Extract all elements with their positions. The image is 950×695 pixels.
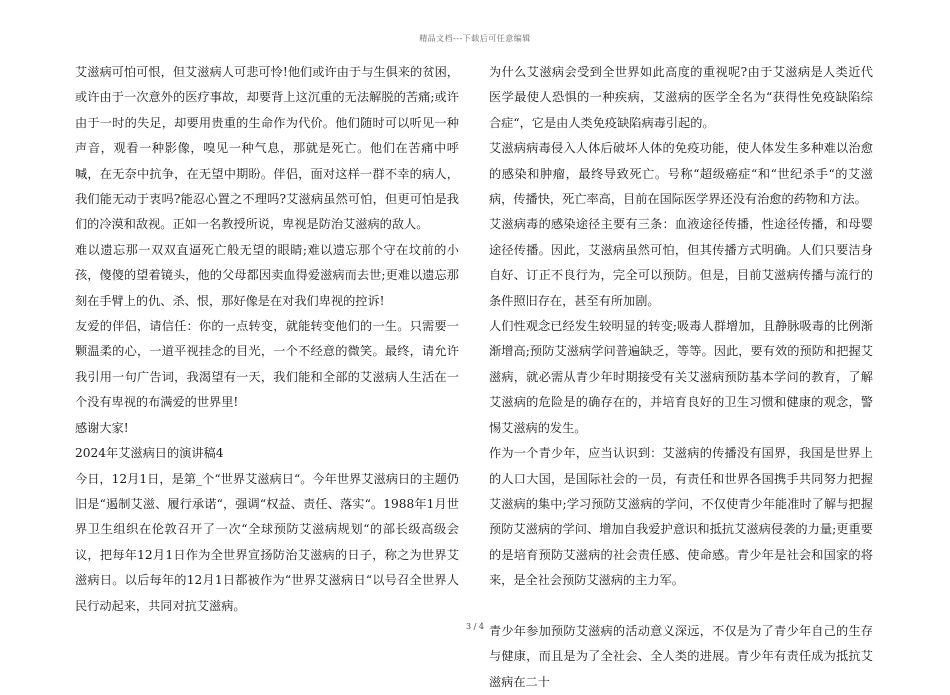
paragraph: 作为一个青少年，应当认识到：艾滋病的传播没有国界，我国是世界上的人口大国，是国际社会的一员，有责任和世界各国携手共同努力把握艾滋病的集中;学习预防艾滋病的学问，不仅使青少年能准时了解与把握预防艾滋病的学问、增加自我爱护意识和抵抗艾滋病侵袭的力量;更重要的是培育预防艾滋病的社会责任感、使命感。青少年是社会和国家的将来，是全社会预防艾滋病的主力军。 — [489, 446, 873, 588]
paragraph: 今日，12月1日，是第_个“世界艾滋病日“。今年世界艾滋病日的主题仍旧是“遏制艾滋、履行承诺“，强调“权益、责任、落实“。1988年1月世界卫生组织在伦敦召开了一次“全球预防艾滋病规划“的部长级高级会议，把每年12月1日作为全世界宣扬防治艾滋病的日子，称之为世界艾滋病日。以后每年的12月1日都被作为“世界艾滋病日“以号召全世界人民行动起来，共同对抗艾滋病。 — [75, 471, 459, 613]
paragraph: 艾滋病病毒侵入人体后破坏人体的免疫功能，使人体发生多种难以治愈的感染和肿瘤，最终导致死亡。号称“超级癌症“和“世纪杀手“的艾滋病，传播快，死亡率高，目前在国际医学界还没有治愈的药物和方法。 — [489, 141, 873, 207]
paragraph: 艾滋病可怕可恨，但艾滋病人可悲可怜!他们或许由于与生俱来的贫困，或许由于一次意外的医疗事故，却要背上这沉重的无法解脱的苦痛;或许由于一时的失足，却要用贵重的生命作为代价。他们随时可以听见一种声音，观看一种影像，嗅见一种气息，那就是死亡。他们在苦痛中呼喊，在无奈中抗争，在无望中期盼。伴侣，面对这样一群不幸的病人，我们能无动于衷吗?能忍心置之不理吗?艾滋病虽然可怕，但更可怕是我们的冷漠和敌视。正如一名教授所说，卑视是防治艾滋病的敌人。 — [75, 65, 459, 232]
paragraph: 感谢大家! — [75, 420, 129, 435]
section-heading: 2024年艾滋病日的演讲稿4 — [75, 446, 224, 461]
paragraph: 艾滋病毒的感染途径主要有三条：血液途径传播，性途径传播，和母婴途径传播。因此，艾滋病虽然可怕，但其传播方式明确。人们只要洁身自好、订正不良行为，完全可以预防。但是，目前艾滋病传播与流行的条件照旧存在，甚至有所加剧。 — [489, 217, 873, 308]
right-column — [489, 60, 873, 695]
paragraph: 人们性观念已经发生较明显的转变;吸毒人群增加，且静脉吸毒的比例渐渐增高;预防艾滋病学问普遍缺乏，等等。因此，要有效的预防和把握艾滋病，就必需从青少年时期接受有关艾滋病预防基本学问的教育，了解艾滋病的危险是的确存在的，并培育良好的卫生习惯和健康的观念，警惕艾滋病的发生。 — [489, 319, 873, 435]
paragraph: 难以遗忘那一双双直逼死亡般无望的眼睛;难以遗忘那个守在坟前的小孩，傻傻的望着镜头，他的父母都因卖血得爱滋病而去世;更难以遗忘那刻在手臂上的仇、杀、恨，那好像是在对我们卑视的控诉! — [75, 242, 459, 308]
blank-line — [489, 594, 873, 619]
paragraph: 友爱的伴侣，请信任：你的一点转变，就能转变他们的一生。只需要一颗温柔的心，一道平视挂念的目光，一个不经意的微笑。最终，请允许我引用一句广告词，我渴望有一天，我们能和全部的艾滋病人生活在一个没有卑视的布满爱的世界里! — [75, 319, 459, 410]
left-column — [75, 60, 459, 619]
paragraph: 为什么艾滋病会受到全世界如此高度的重视呢?由于艾滋病是人类近代医学最使人恐惧的一种疾病，艾滋病的医学全名为“获得性免疫缺陷综合症“，它是由人类免疫缺陷病毒引起的。 — [489, 65, 873, 130]
page-header: 精品文档---下载后可任意编辑 — [419, 34, 531, 43]
paragraph: 青少年参加预防艾滋病的活动意义深远，不仅是为了青少年自己的生存与健康，而且是为了全社会、全人类的进展。青少年有责任成为抵抗艾滋病在二十 — [489, 623, 873, 689]
page-number: 3 / 4 — [466, 622, 484, 631]
